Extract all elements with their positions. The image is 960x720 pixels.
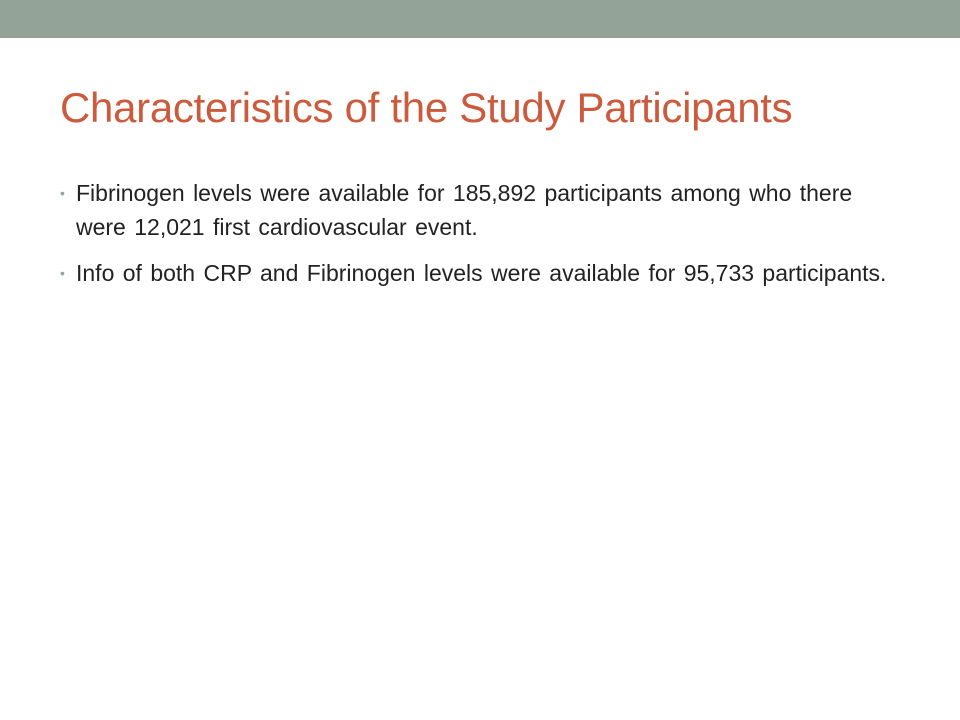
bullet-text: Info of both CRP and Fibrinogen levels were available for 95,733 participants. (76, 260, 887, 286)
bullet-point-icon: • (60, 185, 65, 201)
bullet-list (60, 176, 900, 302)
header-band (0, 0, 960, 38)
bullet-text: Fibrinogen levels were available for 185,892 participants among who there were 12,021 first cardiovascular event. (76, 180, 853, 240)
bullet-point-icon: • (60, 265, 65, 281)
bullet-item (60, 176, 900, 244)
slide-title: Characteristics of the Study Participants (60, 84, 793, 131)
bullet-item (60, 256, 900, 290)
